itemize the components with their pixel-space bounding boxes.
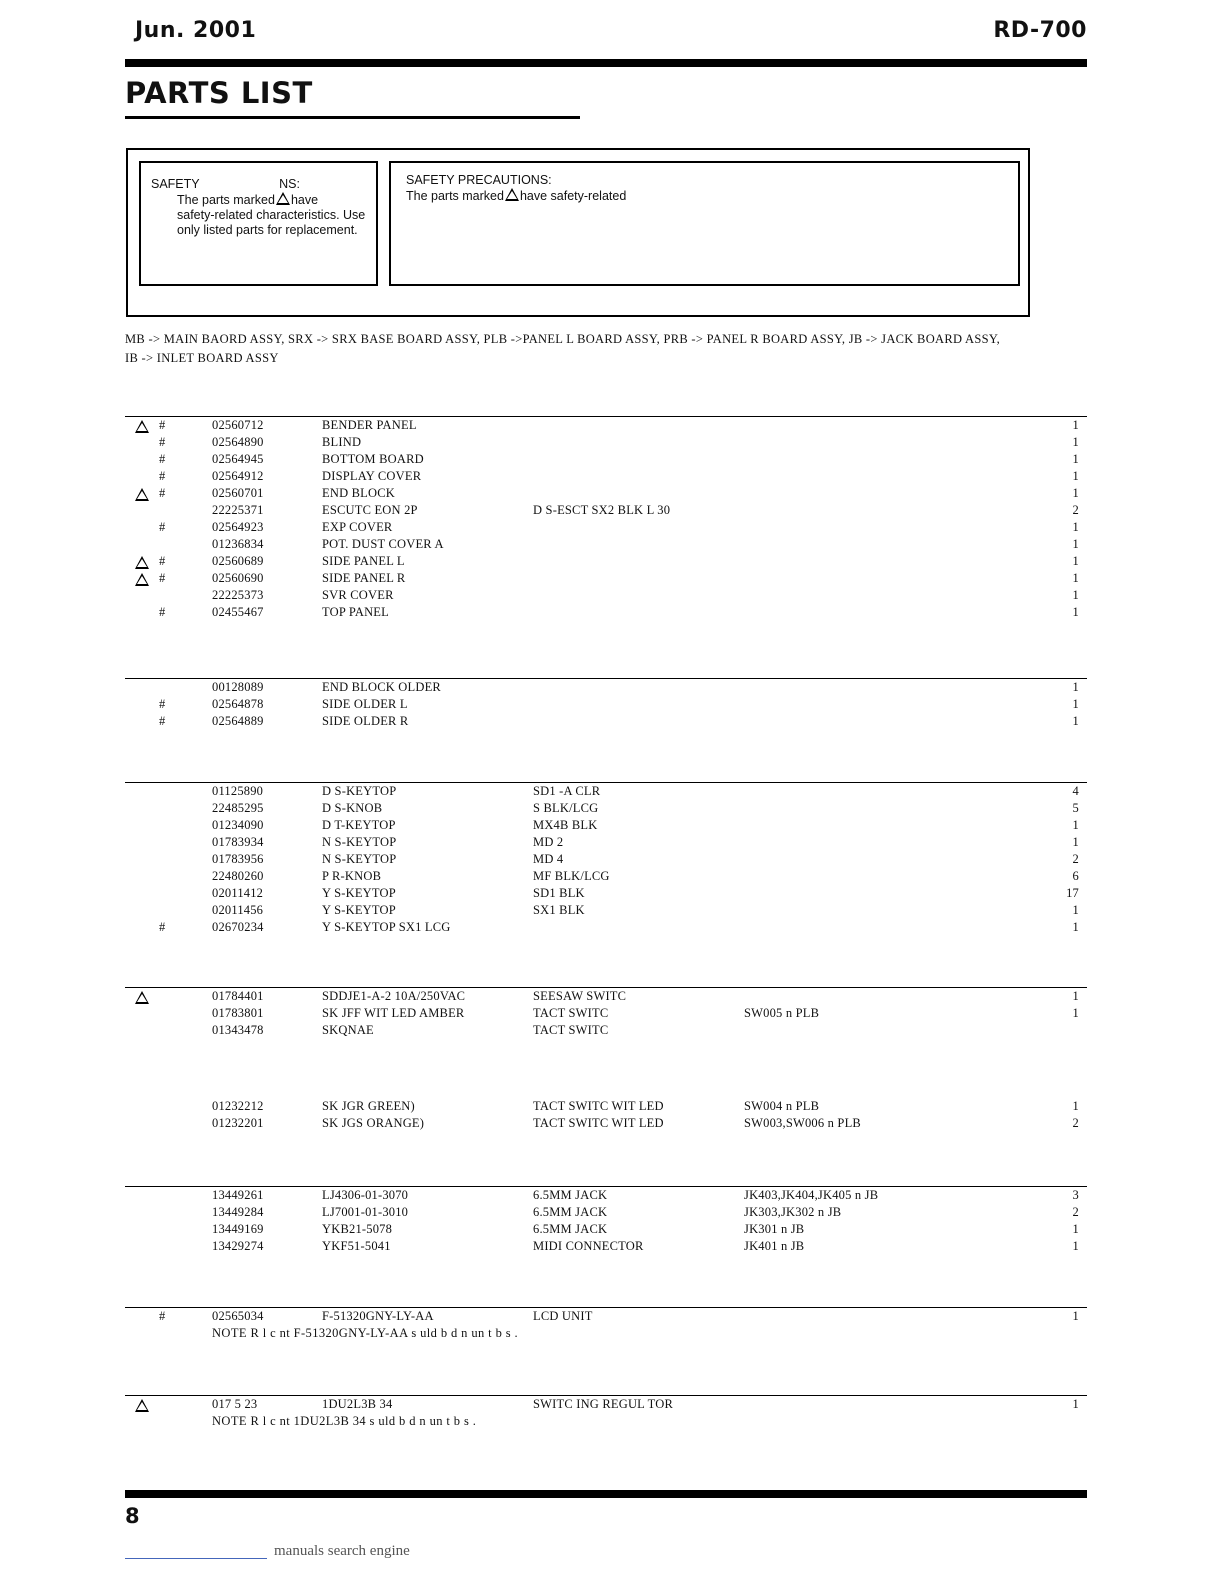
part-quantity: 1 [1072,818,1079,832]
part-quantity: 5 [1072,801,1079,815]
part-quantity: 1 [1072,835,1079,849]
part-quantity: 1 [1072,903,1079,917]
part-number: 02011456 [212,903,264,917]
abbreviation-legend [125,330,1035,368]
part-description: SVR COVER [322,588,394,602]
warning-triangle-icon [135,556,149,569]
part-spec: MX4B BLK [533,818,598,832]
part-number: 01232212 [212,1099,264,1113]
safety-notice-box [139,161,378,286]
part-number: 02560712 [212,418,264,432]
footer-text: manuals search engine [274,1543,410,1559]
warning-triangle-icon [135,573,149,586]
part-description: SK JGR GREEN) [322,1099,415,1113]
part-quantity: 2 [1072,852,1079,866]
part-description: D S-KEYTOP [322,784,397,798]
part-quantity: 1 [1072,469,1079,483]
warning-triangle-icon [276,192,290,205]
part-number: 01232201 [212,1116,264,1130]
parts-row [125,417,1087,434]
part-quantity: 1 [1072,920,1079,934]
part-description: SIDE OLDER R [322,714,409,728]
title-underline [125,116,580,119]
part-number: 02565034 [212,1309,264,1323]
part-spec: S BLK/LCG [533,801,599,815]
part-spec: MIDI CONNECTOR [533,1239,644,1253]
parts-row [125,885,1087,902]
part-spec: MD 4 [533,852,564,866]
part-number: 02564890 [212,435,264,449]
parts-section [125,416,1087,621]
part-number: 22225371 [212,503,264,517]
part-spec: TACT SWITC WIT LED [533,1116,664,1130]
new-part-mark: # [159,418,166,432]
part-quantity: 3 [1072,1188,1079,1202]
parts-section [125,1307,1087,1342]
footer-link-line [125,1558,267,1559]
new-part-mark: # [159,469,166,483]
new-part-mark: # [159,520,166,534]
part-number: 02564923 [212,520,264,534]
part-description: Y S-KEYTOP SX1 LCG [322,920,451,934]
part-number: 22225373 [212,588,264,602]
parts-section [125,987,1087,1039]
safety-precautions-heading: SAFETY PRECAUTIONS: [406,173,552,187]
part-number: 02560690 [212,571,264,585]
part-quantity: 1 [1072,418,1079,432]
part-number: 017 5 23 [212,1397,258,1411]
parts-section [125,678,1087,730]
new-part-mark: # [159,697,166,711]
part-quantity: 2 [1072,1116,1079,1130]
parts-row [125,1098,1087,1115]
parts-row [125,1204,1087,1221]
parts-row [125,713,1087,730]
part-description: ESCUTC EON 2P [322,503,418,517]
part-quantity: 1 [1072,435,1079,449]
part-quantity: 1 [1072,1239,1079,1253]
parts-row [125,919,1087,936]
part-spec: 6.5MM JACK [533,1188,608,1202]
part-description: BLIND [322,435,362,449]
new-part-mark: # [159,605,166,619]
part-spec: SEESAW SWITC [533,989,627,1003]
part-description: TOP PANEL [322,605,389,619]
abbreviation-line-1: MB -> MAIN BAORD ASSY, SRX -> SRX BASE BOARD ASSY, PLB ->PANEL L BOARD ASSY, PRB -> PANEL R BOARD ASSY, JB -> JACK BOARD ASSY, [125,332,1001,346]
safety-precautions-post: have safety-related [519,189,627,203]
parts-row [125,587,1087,604]
part-quantity: 1 [1072,1006,1079,1020]
header-model: RD-700 [993,18,1087,43]
part-number: 02564945 [212,452,264,466]
part-spec: 6.5MM JACK [533,1205,608,1219]
part-quantity: 1 [1072,452,1079,466]
part-spec: MF BLK/LCG [533,869,610,883]
parts-row [125,1115,1087,1132]
part-description: SK JFF WIT LED AMBER [322,1006,465,1020]
part-location: JK301 n JB [744,1222,805,1236]
parts-row [125,485,1087,502]
part-description: END BLOCK [322,486,395,500]
part-description: SIDE PANEL L [322,554,405,568]
parts-row [125,800,1087,817]
abbreviation-line-2: IB -> INLET BOARD ASSY [125,351,279,365]
part-description: SIDE PANEL R [322,571,406,585]
part-description: DISPLAY COVER [322,469,422,483]
part-description: D T-KEYTOP [322,818,396,832]
parts-row [125,834,1087,851]
part-description: N S-KEYTOP [322,852,397,866]
warning-triangle-icon [135,488,149,501]
part-number: 02560689 [212,554,264,568]
part-number: 01125890 [212,784,264,798]
parts-note: NOTE R l c nt 1DU2L3B 34 s uld b d n un t b s . [212,1414,477,1428]
part-quantity: 2 [1072,503,1079,517]
parts-section [125,782,1087,936]
part-quantity: 6 [1072,869,1079,883]
part-description: F-51320GNY-LY-AA [322,1309,434,1323]
part-spec: SD1 BLK [533,886,585,900]
part-quantity: 1 [1072,520,1079,534]
footer-rule [125,1490,1087,1498]
part-quantity: 1 [1072,537,1079,551]
part-description: EXP COVER [322,520,393,534]
new-part-mark: # [159,1309,166,1323]
parts-row [125,434,1087,451]
part-quantity: 2 [1072,1205,1079,1219]
new-part-mark: # [159,571,166,585]
part-quantity: 1 [1072,1222,1079,1236]
part-quantity: 1 [1072,680,1079,694]
parts-row [125,1396,1087,1413]
part-quantity: 1 [1072,605,1079,619]
part-location: SW005 n PLB [744,1006,820,1020]
part-description: SK JGS ORANGE) [322,1116,425,1130]
part-number: 01783934 [212,835,264,849]
part-number: 13449284 [212,1205,264,1219]
safety-label: SAFETY [151,177,200,191]
part-quantity: 1 [1072,1099,1079,1113]
part-number: 13449169 [212,1222,264,1236]
part-description: LJ7001-01-3010 [322,1205,409,1219]
parts-row [125,868,1087,885]
warning-triangle-icon [505,188,519,201]
part-description: Y S-KEYTOP [322,886,396,900]
part-quantity: 1 [1072,989,1079,1003]
new-part-mark: # [159,435,166,449]
parts-row [125,1022,1087,1039]
part-quantity: 4 [1072,784,1079,798]
parts-row [125,502,1087,519]
part-quantity: 1 [1072,697,1079,711]
part-spec: SWITC ING REGUL TOR [533,1397,674,1411]
part-number: 02564878 [212,697,264,711]
part-spec: D S-ESCT SX2 BLK L 30 [533,503,671,517]
parts-row [125,1187,1087,1204]
part-location: SW004 n PLB [744,1099,820,1113]
part-spec: 6.5MM JACK [533,1222,608,1236]
new-part-mark: # [159,920,166,934]
new-part-mark: # [159,452,166,466]
part-description: SIDE OLDER L [322,697,408,711]
parts-row [125,783,1087,800]
part-number: 02011412 [212,886,264,900]
parts-row [125,553,1087,570]
part-number: 13429274 [212,1239,264,1253]
part-spec: TACT SWITC [533,1006,609,1020]
part-spec: TACT SWITC [533,1023,609,1037]
part-quantity: 1 [1072,1309,1079,1323]
part-location: SW003,SW006 n PLB [744,1116,861,1130]
new-part-mark: # [159,554,166,568]
part-description: SDDJE1-A-2 10A/250VAC [322,989,466,1003]
part-quantity: 1 [1072,486,1079,500]
part-number: 01234090 [212,818,264,832]
safety-line3: only listed parts for replacement. [177,223,358,237]
parts-row [125,468,1087,485]
parts-row [125,696,1087,713]
part-number: 02564912 [212,469,264,483]
part-number: 02560701 [212,486,264,500]
header-rule [125,59,1087,67]
part-description: SKQNAE [322,1023,374,1037]
safety-label-suffix: NS: [279,177,300,191]
safety-line1-pre: The parts marked [177,193,275,207]
warning-triangle-icon [135,1399,149,1412]
parts-row [125,1005,1087,1022]
part-spec: SX1 BLK [533,903,585,917]
parts-section [125,1395,1087,1430]
new-part-mark: # [159,486,166,500]
part-description: D S-KNOB [322,801,383,815]
safety-precautions-pre: The parts marked [406,189,504,203]
part-description: YKF51-5041 [322,1239,391,1253]
parts-row [125,988,1087,1005]
part-number: 02670234 [212,920,264,934]
part-description: BENDER PANEL [322,418,417,432]
part-number: 01783956 [212,852,264,866]
part-description: 1DU2L3B 34 [322,1397,393,1411]
part-description: Y S-KEYTOP [322,903,396,917]
part-number: 13449261 [212,1188,264,1202]
safety-line1-post: have [290,193,319,207]
parts-row [125,817,1087,834]
part-spec: SD1 -A CLR [533,784,601,798]
parts-row [125,902,1087,919]
warning-triangle-icon [135,420,149,433]
parts-row [125,604,1087,621]
parts-row [125,1221,1087,1238]
parts-row [125,536,1087,553]
part-quantity: 1 [1072,554,1079,568]
parts-row [125,1238,1087,1255]
part-description: YKB21-5078 [322,1222,393,1236]
part-number: 01236834 [212,537,264,551]
part-description: BOTTOM BOARD [322,452,424,466]
page-number: 8 [125,1504,140,1528]
part-quantity: 1 [1072,714,1079,728]
part-number: 02564889 [212,714,264,728]
new-part-mark: # [159,714,166,728]
part-number: 22485295 [212,801,264,815]
part-number: 02455467 [212,605,264,619]
parts-row [125,1308,1087,1325]
part-number: 01343478 [212,1023,264,1037]
parts-section [125,1186,1087,1255]
part-number: 22480260 [212,869,264,883]
part-quantity: 17 [1066,886,1079,900]
part-location: JK401 n JB [744,1239,805,1253]
part-location: JK303,JK302 n JB [744,1205,842,1219]
part-description: END BLOCK OLDER [322,680,441,694]
parts-section [125,1098,1087,1132]
part-spec: MD 2 [533,835,564,849]
safety-precautions-box [389,161,1020,286]
part-description: N S-KEYTOP [322,835,397,849]
page-title: PARTS LIST [125,76,313,110]
parts-note: NOTE R l c nt F-51320GNY-LY-AA s uld b d n un t b s . [212,1326,519,1340]
warning-triangle-icon [135,991,149,1004]
part-description: LJ4306-01-3070 [322,1188,409,1202]
part-number: 01784401 [212,989,264,1003]
safety-line2: safety-related characteristics. Use [177,208,366,222]
parts-row [125,570,1087,587]
part-spec: TACT SWITC WIT LED [533,1099,664,1113]
header-date: Jun. 2001 [135,18,257,43]
part-spec: LCD UNIT [533,1309,593,1323]
parts-row [125,679,1087,696]
part-quantity: 1 [1072,588,1079,602]
part-quantity: 1 [1072,571,1079,585]
parts-row [125,519,1087,536]
part-description: POT. DUST COVER A [322,537,444,551]
part-location: JK403,JK404,JK405 n JB [744,1188,879,1202]
parts-row [125,451,1087,468]
parts-row [125,851,1087,868]
part-quantity: 1 [1072,1397,1079,1411]
part-description: P R-KNOB [322,869,382,883]
part-number: 00128089 [212,680,264,694]
part-number: 01783801 [212,1006,264,1020]
